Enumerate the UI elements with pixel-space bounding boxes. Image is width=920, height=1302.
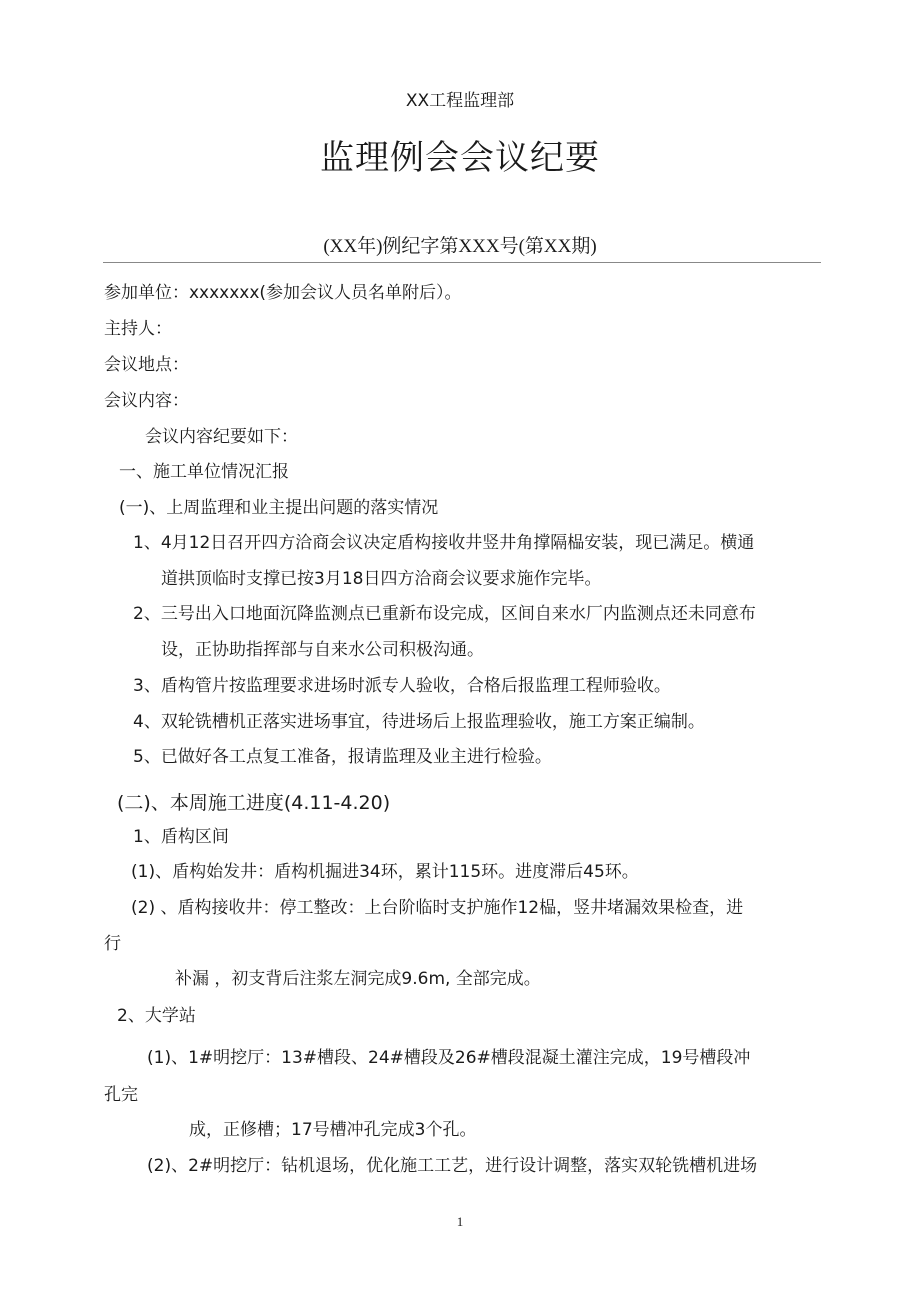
content-line: 会议内容： bbox=[104, 391, 189, 411]
document-title: 监理例会会议纪要 bbox=[320, 138, 600, 178]
list-item: 5、已做好各工点复工准备，报请监理及业主进行检验。 bbox=[133, 747, 552, 767]
list-item-continuation: 成，正修槽；17号槽冲孔完成3个孔。 bbox=[189, 1120, 477, 1140]
list-item-continuation: 道拱顶临时支撑已按3月18日四方洽商会议要求施作完毕。 bbox=[161, 569, 602, 589]
subsection-heading-1: (一)、上周监理和业主提出问题的落实情况 bbox=[119, 498, 439, 518]
list-item-continuation: 行 bbox=[104, 934, 121, 954]
section-heading-1: 一、施工单位情况汇报 bbox=[119, 462, 289, 482]
list-item-continuation: 孔完 bbox=[104, 1085, 138, 1105]
document-number: (XX年)例纪字第XXX号(第XX期) bbox=[323, 236, 597, 257]
list-item: 1、4月12日召开四方洽商会议决定盾构接收井竖井角撑隔榀安装，现已满足。横通 bbox=[133, 533, 755, 553]
location-line: 会议地点： bbox=[104, 355, 189, 375]
list-item: (2)、2#明挖厅：钻机退场，优化施工工艺，进行设计调整，落实双轮铣槽机进场 bbox=[147, 1156, 758, 1176]
page-number: 1 bbox=[456, 1214, 464, 1229]
list-item: 2、三号出入口地面沉降监测点已重新布设完成，区间自来水厂内监测点还未同意布 bbox=[133, 604, 756, 624]
summary-intro: 会议内容纪要如下： bbox=[145, 427, 298, 447]
list-item-continuation: 设，正协助指挥部与自来水公司积极沟通。 bbox=[161, 640, 484, 660]
list-item: (1)、盾构始发井：盾构机掘进34环，累计115环。进度滞后45环。 bbox=[131, 862, 639, 882]
list-item: (2) 、盾构接收井：停工整改：上台阶临时支护施作12榀，竖井堵漏效果检查，进 bbox=[131, 898, 744, 918]
list-item: 3、盾构管片按监理要求进场时派专人验收，合格后报监理工程师验收。 bbox=[133, 676, 671, 696]
participating-units: 参加单位：xxxxxxx(参加会议人员名单附后）。 bbox=[104, 283, 462, 303]
list-item: 2、大学站 bbox=[117, 1006, 196, 1026]
list-item: 4、双轮铣槽机正落实进场事宜，待进场后上报监理验收，施工方案正编制。 bbox=[133, 712, 705, 732]
subsection-heading-2: (二)、本周施工进度(4.11-4.20) bbox=[117, 792, 391, 814]
organization-name: XX工程监理部 bbox=[405, 91, 515, 111]
list-item: (1)、1#明挖厅：13#槽段、24#槽段及26#槽段混凝土灌注完成，19号槽段冲 bbox=[147, 1048, 751, 1068]
header-divider bbox=[103, 262, 821, 263]
list-item: 1、盾构区间 bbox=[133, 827, 229, 847]
list-item-continuation: 补漏 ，初支背后注浆左洞完成9.6m, 全部完成。 bbox=[175, 969, 541, 989]
host-line: 主持人： bbox=[104, 319, 172, 339]
